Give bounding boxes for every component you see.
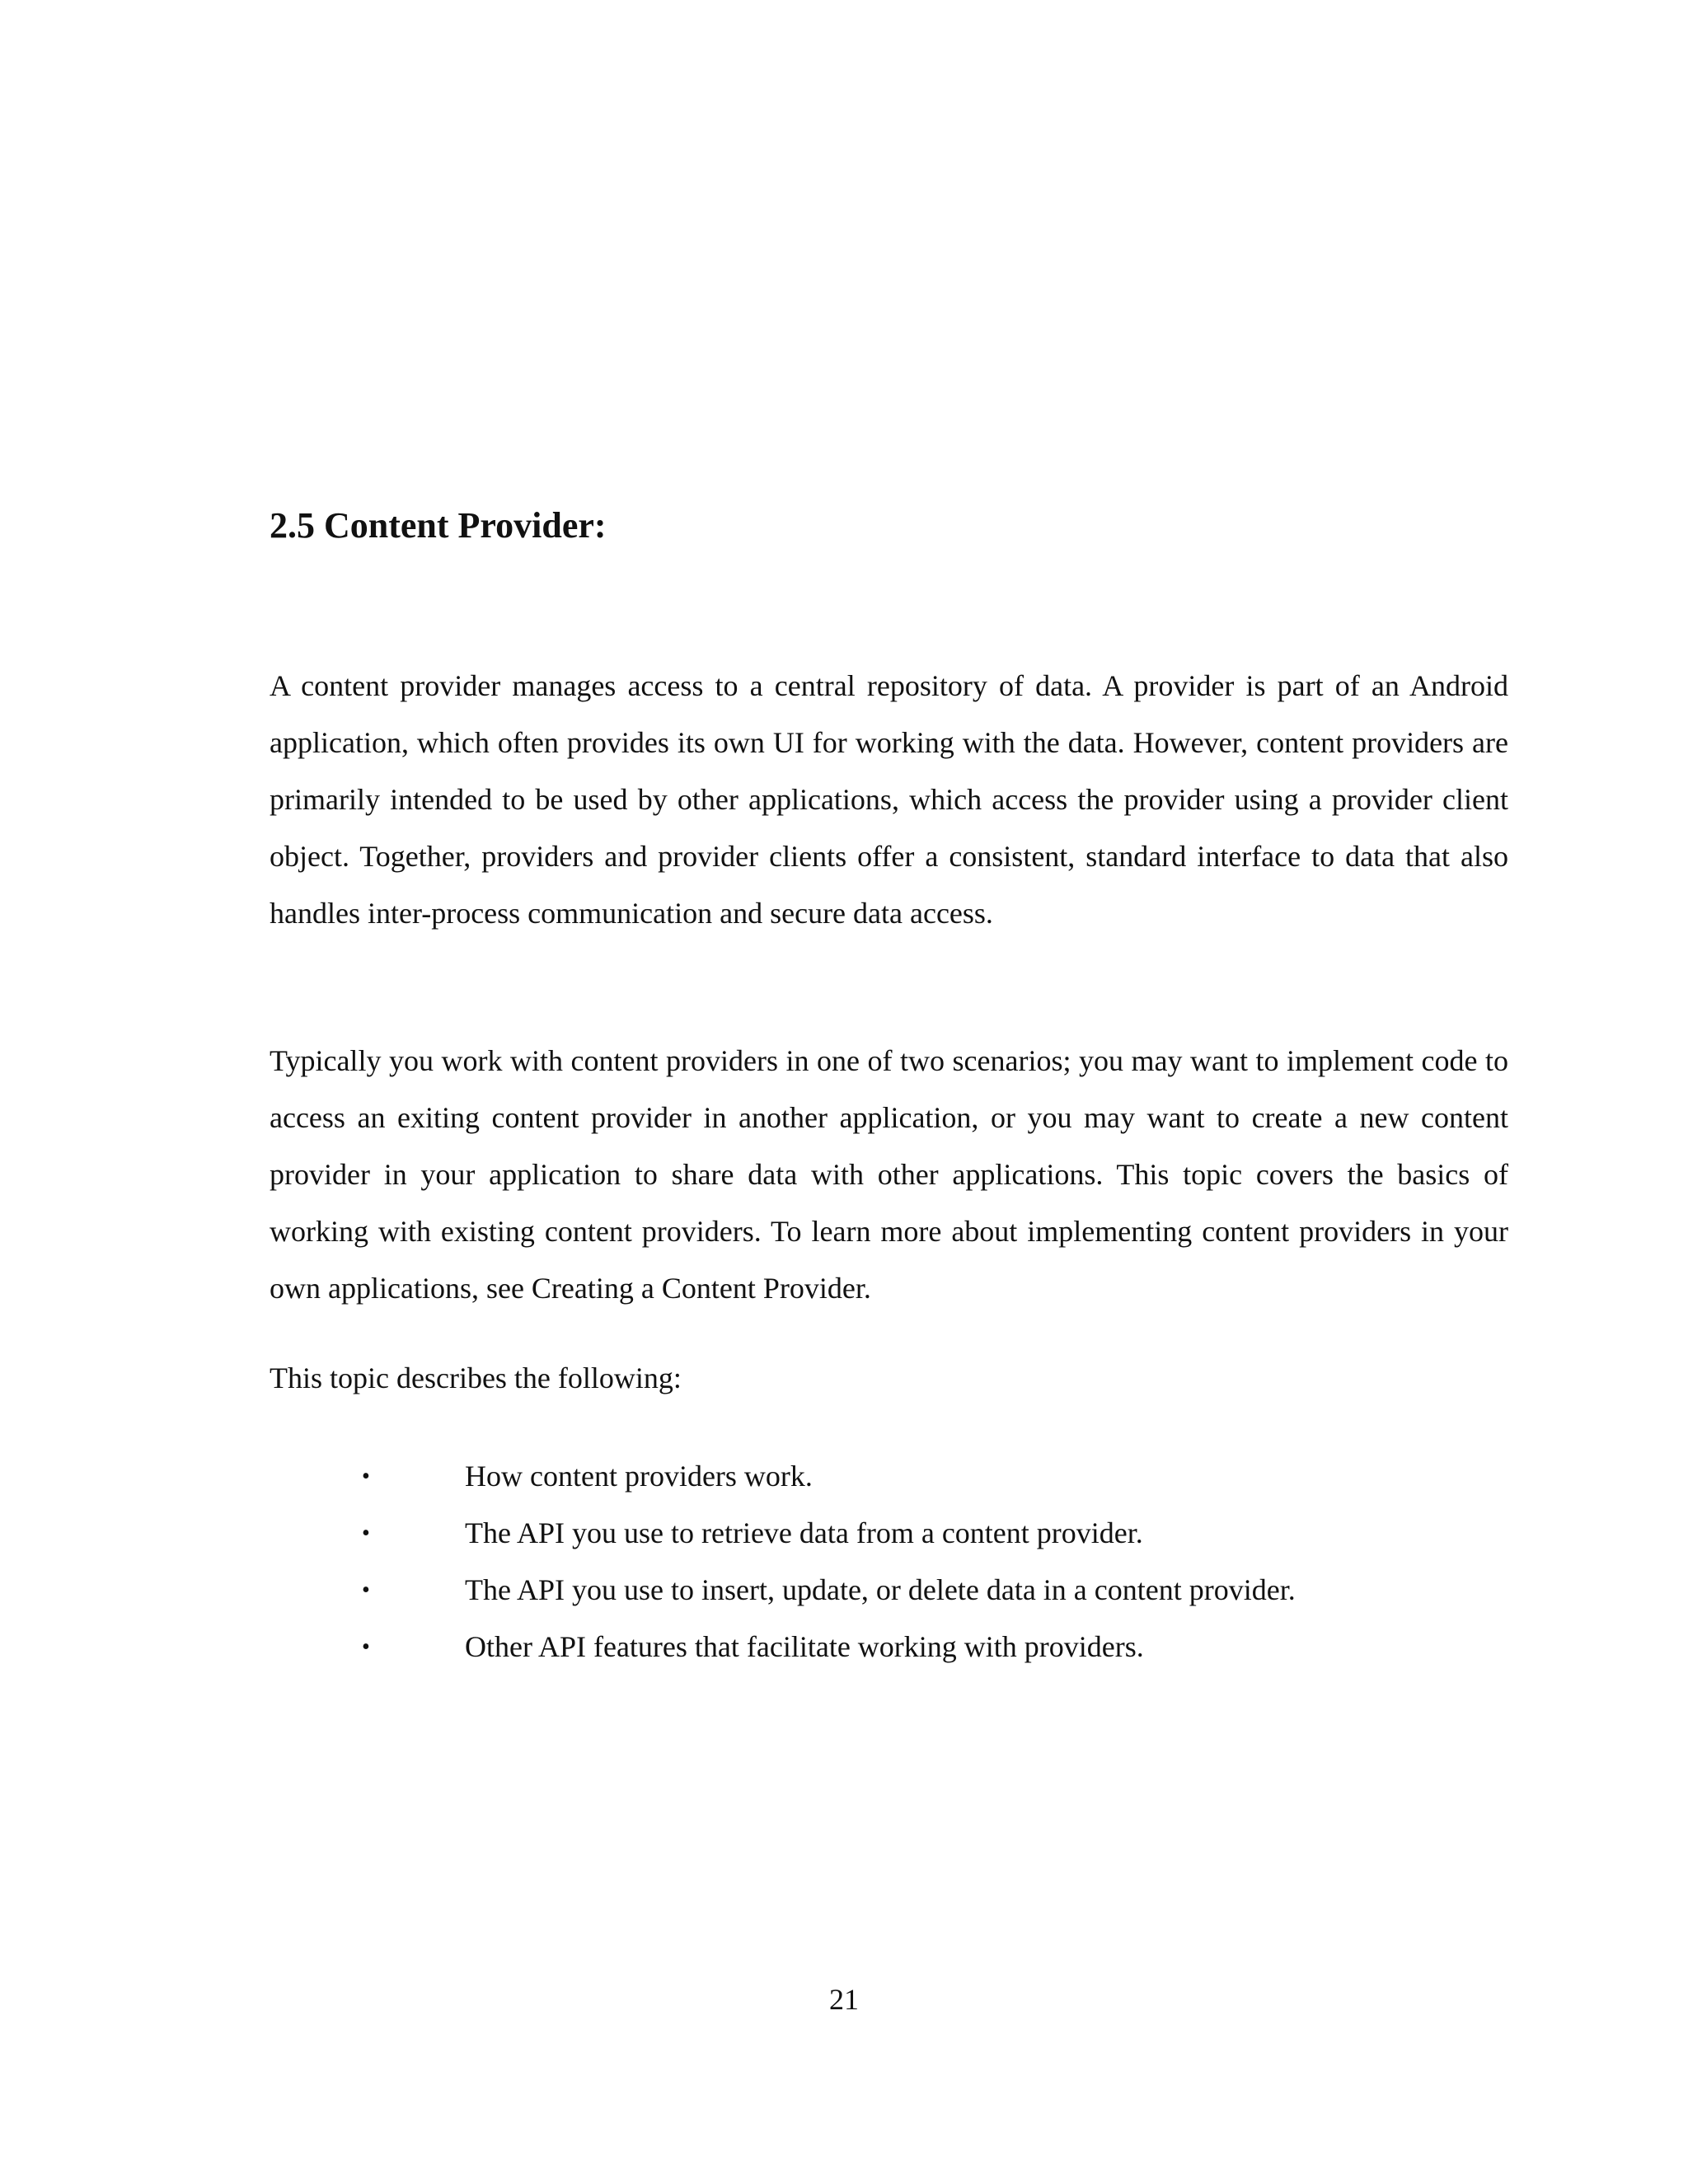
body-paragraph: A content provider manages access to a central repository of data. A provider is part of an Android application, which often provides its own UI for working with the data. However, content providers are primarily intended to be used by other applications, which access the provider using a provider client object. Together, providers and provider clients offer a consistent, standard interface to data that also handles inter-process communication and secure data access.: [270, 669, 1508, 930]
list-item: [270, 1505, 1508, 1562]
body-paragraph: Typically you work with content providers in one of two scenarios; you may want to implement code to access an exiting content provider in another application, or you may want to create a new content provider in your application to share data with other applications. This topic covers the basics of working with existing content providers. To learn more about implementing content providers in your own applications, see Creating a Content Provider.: [270, 1044, 1508, 1305]
list-item: [270, 1562, 1508, 1619]
bullet-icon: •: [362, 1577, 370, 1603]
list-item-text: The API you use to insert, update, or delete data in a content provider.: [465, 1573, 1296, 1606]
bullet-list: [270, 1448, 1508, 1675]
page-number: 21: [829, 1983, 859, 2016]
section-heading: 2.5 Content Provider:: [270, 505, 607, 546]
list-item-text: How content providers work.: [465, 1460, 813, 1493]
bullet-icon: •: [362, 1521, 370, 1546]
list-item-text: Other API features that facilitate working with providers.: [465, 1630, 1144, 1663]
bullet-icon: •: [362, 1634, 370, 1660]
list-item: [270, 1448, 1508, 1505]
list-item: [270, 1619, 1508, 1675]
bullet-icon: •: [362, 1464, 370, 1489]
list-item-text: The API you use to retrieve data from a content provider.: [465, 1516, 1143, 1549]
list-intro: This topic describes the following:: [270, 1361, 682, 1394]
